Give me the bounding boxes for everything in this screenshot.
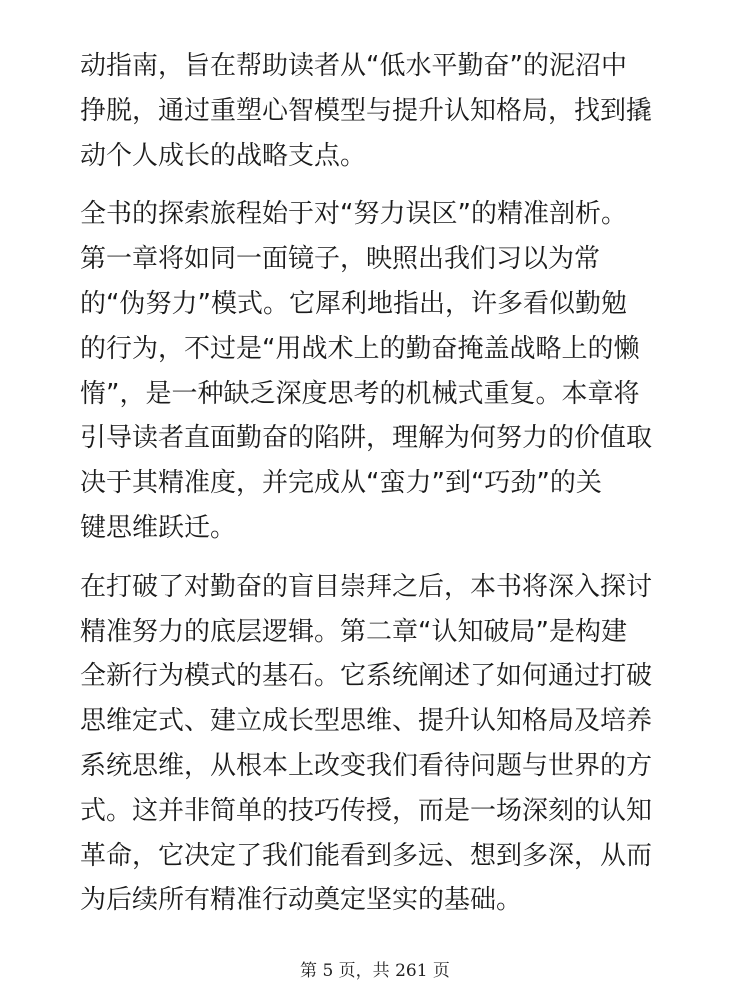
text-line: 的行为，不过是“用战术上的勤奋掩盖战略上的懒: [80, 333, 640, 364]
text-line: 思维定式、建立成长型思维、提升认知格局及培养: [80, 706, 653, 737]
text-line: 全书的探索旅程始于对“努力误区”的精准剖析。: [80, 199, 627, 230]
text-line: 全新行为模式的基石。它系统阐述了如何通过打破: [80, 661, 653, 692]
text-line: 在打破了对勤奋的盲目崇拜之后，本书将深入探讨: [80, 571, 653, 602]
text-line: 革命，它决定了我们能看到多远、想到多深，从而: [80, 840, 653, 871]
text-line: 挣脱，通过重塑心智模型与提升认知格局，找到撬: [80, 95, 653, 126]
text-line: 动指南，旨在帮助读者从“低水平勤奋”的泥沼中: [80, 51, 627, 81]
paragraph-chapter-one: [80, 192, 680, 550]
text-line: 键思维跃迁。: [80, 512, 237, 543]
text-line: 引导读者直面勤奋的陷阱，理解为何努力的价值取: [80, 423, 653, 454]
text-line: 的“伪努力”模式。它犀利地指出，许多看似勤勉: [80, 288, 627, 319]
text-line: 系统思维，从根本上改变我们看待问题与世界的方: [80, 750, 653, 781]
paragraph-intro: [80, 44, 680, 178]
text-line: 惰”，是一种缺乏深度思考的机械式重复。本章将: [80, 378, 640, 409]
text-line: 为后续所有精准行动奠定坚实的基础。: [80, 885, 523, 916]
text-line: 精准努力的底层逻辑。第二章“认知破局”是构建: [80, 616, 627, 647]
page-body: [80, 44, 680, 923]
page-number-footer: 第 5 页，共 261 页: [300, 961, 450, 981]
paragraph-chapter-two: [80, 565, 680, 923]
text-line: 决于其精准度，并完成从“蛮力”到“巧劲”的关: [80, 468, 602, 499]
text-line: 第一章将如同一面镜子，映照出我们习以为常: [80, 244, 601, 275]
text-line: 式。这并非简单的技巧传授，而是一场深刻的认知: [80, 795, 653, 826]
text-line: 动个人成长的战略支点。: [80, 140, 367, 171]
